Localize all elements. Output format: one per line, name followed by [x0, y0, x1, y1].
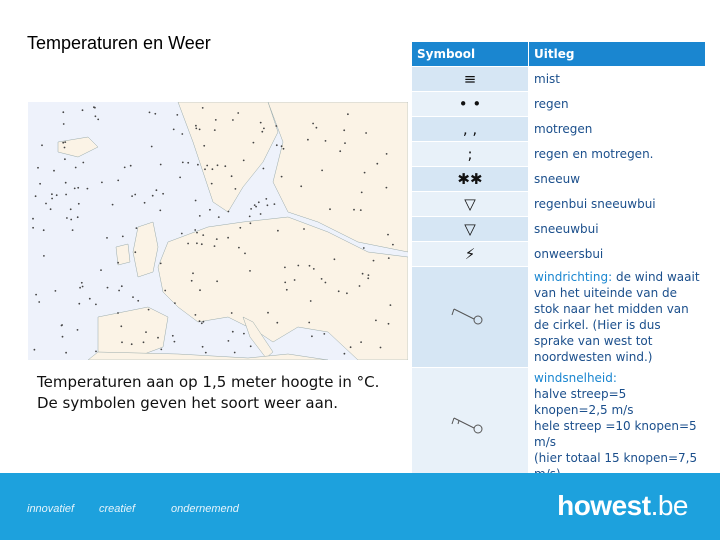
station-dot — [311, 335, 313, 337]
station-dot — [131, 195, 133, 197]
station-dot — [323, 333, 325, 335]
station-dot — [250, 345, 252, 347]
station-dot — [276, 322, 278, 324]
brand-domain: .be — [650, 490, 688, 521]
station-dot — [172, 335, 174, 337]
caption-line-1: Temperaturen aan op 1,5 meter hoogte in °C. — [37, 373, 380, 391]
station-dot — [217, 164, 219, 166]
station-dot — [176, 114, 178, 116]
station-dot — [32, 227, 34, 229]
station-dot — [338, 290, 340, 292]
station-dot — [174, 302, 176, 304]
legend-text-snow-shower: sneeuwbui — [529, 217, 706, 242]
station-dot — [95, 115, 97, 117]
station-dot — [122, 236, 124, 238]
wind-direction-label: windrichting: — [534, 270, 613, 284]
station-dot — [82, 162, 84, 164]
station-dot — [187, 243, 189, 245]
station-dot — [95, 304, 97, 306]
station-dot — [373, 260, 375, 262]
rain-snow-shower-icon: ▽ — [412, 192, 529, 217]
station-dot — [216, 280, 218, 282]
station-dot — [77, 329, 79, 331]
station-dot — [267, 204, 269, 206]
wind-speed-icon — [412, 368, 529, 485]
footer-tag-ondernemend: ondernemend — [171, 503, 239, 515]
station-dot — [62, 336, 64, 338]
thunderstorm-icon: ⚡ — [412, 242, 529, 267]
station-dot — [276, 144, 278, 146]
symbol-legend-table — [411, 41, 706, 485]
station-dot — [258, 201, 260, 203]
station-dot — [243, 160, 245, 162]
station-dot — [174, 341, 176, 343]
station-dot — [43, 255, 45, 257]
station-dot — [39, 183, 41, 185]
station-dot — [66, 217, 68, 219]
station-dot — [350, 346, 352, 348]
station-dot — [232, 119, 234, 121]
station-dot — [375, 320, 377, 322]
station-dot — [56, 194, 58, 196]
station-dot — [107, 287, 109, 289]
station-dot — [234, 352, 236, 354]
station-dot — [74, 188, 76, 190]
station-dot — [360, 341, 362, 343]
snow-icon: ✱✱ — [412, 167, 529, 192]
station-dot — [227, 237, 229, 239]
legend-text-snow: sneeuw — [529, 167, 706, 192]
station-dot — [78, 203, 80, 205]
legend-text-fog: mist — [529, 67, 706, 92]
station-dot — [195, 125, 197, 127]
rain-icon: • • — [412, 92, 529, 117]
caption-line-2: De symbolen geven het soort weer aan. — [37, 394, 339, 412]
station-dot — [51, 198, 53, 200]
station-dot — [250, 222, 252, 224]
station-dot — [197, 164, 199, 166]
station-dot — [179, 177, 181, 179]
howest-logo — [557, 490, 688, 522]
station-dot — [216, 238, 218, 240]
station-dot — [120, 325, 122, 327]
station-dot — [50, 208, 52, 210]
wind-direction-icon — [412, 267, 529, 368]
station-dot — [164, 290, 166, 292]
legend-text-rain-drizzle: regen en motregen. — [529, 142, 706, 167]
station-dot — [283, 148, 285, 150]
station-dot — [64, 147, 66, 149]
station-dot — [143, 341, 145, 343]
station-dot — [45, 203, 47, 205]
station-dot — [118, 290, 120, 292]
station-dot — [34, 349, 36, 351]
station-dot — [131, 343, 133, 345]
station-dot — [347, 113, 349, 115]
station-dot — [263, 168, 265, 170]
station-dot — [145, 331, 147, 333]
station-dot — [195, 200, 197, 202]
station-dot — [205, 352, 207, 354]
weather-map — [28, 102, 408, 360]
legend-text-drizzle: motregen — [529, 117, 706, 142]
station-dot — [38, 301, 40, 303]
legend-wind-direction — [529, 267, 706, 368]
station-dot — [70, 219, 72, 221]
station-dot — [386, 187, 388, 189]
station-dot — [243, 333, 245, 335]
station-dot — [334, 258, 336, 260]
station-dot — [281, 145, 283, 147]
station-dot — [224, 165, 226, 167]
station-dot — [202, 107, 204, 109]
station-dot — [232, 331, 234, 333]
station-dot — [310, 300, 312, 302]
station-dot — [151, 146, 153, 148]
station-dot — [61, 325, 63, 327]
station-dot — [106, 237, 108, 239]
station-dot — [64, 158, 66, 160]
station-dot — [263, 128, 265, 130]
station-dot — [244, 253, 246, 255]
station-dot — [364, 172, 366, 174]
station-dot — [202, 346, 204, 348]
station-dot — [387, 234, 389, 236]
station-dot — [361, 192, 363, 194]
station-dot — [195, 128, 197, 130]
station-dot — [300, 185, 302, 187]
station-dot — [136, 227, 138, 229]
header-symbol: Symbool — [412, 42, 529, 67]
station-dot — [181, 133, 183, 135]
station-dot — [376, 163, 378, 165]
station-dot — [77, 216, 79, 218]
station-dot — [101, 182, 103, 184]
brand-name: howest — [557, 490, 651, 521]
station-dot — [121, 341, 123, 343]
station-dot — [192, 272, 194, 274]
station-dot — [37, 167, 39, 169]
station-dot — [204, 168, 206, 170]
station-dot — [182, 162, 184, 164]
station-dot — [43, 229, 45, 231]
station-dot — [312, 123, 314, 125]
station-dot — [261, 131, 263, 133]
station-dot — [346, 292, 348, 294]
station-dot — [231, 312, 233, 314]
station-dot — [206, 165, 208, 167]
station-dot — [313, 268, 315, 270]
station-dot — [339, 150, 341, 152]
legend-wind-speed — [529, 368, 706, 485]
station-dot — [97, 119, 99, 121]
station-dot — [353, 209, 355, 211]
station-dot — [294, 279, 296, 281]
station-dot — [321, 278, 323, 280]
station-dot — [117, 180, 119, 182]
station-dot — [362, 273, 364, 275]
station-dot — [82, 109, 84, 111]
station-dot — [249, 270, 251, 272]
footer-bar — [0, 473, 720, 540]
station-dot — [359, 285, 361, 287]
station-dot — [63, 123, 65, 125]
station-dot — [65, 352, 67, 354]
station-dot — [367, 277, 369, 279]
station-dot — [121, 285, 123, 287]
station-dot — [152, 195, 154, 197]
station-dot — [181, 233, 183, 235]
legend-text-rain: regen — [529, 92, 706, 117]
station-dot — [130, 165, 132, 167]
station-dot — [286, 289, 288, 291]
station-dot — [214, 245, 216, 247]
station-dot — [363, 247, 365, 249]
station-dot — [218, 216, 220, 218]
slide-title: Temperaturen en Weer — [27, 33, 211, 53]
station-dot — [392, 244, 394, 246]
station-dot — [386, 153, 388, 155]
fog-icon: ≡ — [412, 67, 529, 92]
station-dot — [187, 162, 189, 164]
wind-speed-label: windsnelheid: — [534, 371, 617, 385]
station-dot — [196, 232, 198, 234]
wind-speed-line-3: (hier totaal 15 knopen=7,5 — [534, 451, 698, 465]
station-dot — [157, 337, 159, 339]
station-dot — [209, 209, 211, 211]
station-dot — [191, 280, 193, 282]
snow-shower-icon: ▽ — [412, 217, 529, 242]
station-dot — [228, 340, 230, 342]
station-dot — [124, 167, 126, 169]
station-dot — [360, 209, 362, 211]
station-dot — [284, 282, 286, 284]
station-dot — [250, 208, 252, 210]
station-dot — [215, 119, 217, 121]
station-dot — [260, 213, 262, 215]
station-dot — [32, 218, 34, 220]
wind-speed-line-1: halve streep=5 knopen=2,5 m/s — [534, 387, 634, 417]
station-dot — [274, 203, 276, 205]
station-dot — [253, 142, 255, 144]
drizzle-icon: , , — [412, 117, 529, 142]
station-dot — [368, 274, 370, 276]
station-dot — [267, 312, 269, 314]
station-dot — [201, 243, 203, 245]
station-dot — [388, 257, 390, 259]
station-dot — [231, 175, 233, 177]
station-dot — [325, 282, 327, 284]
station-dot — [144, 202, 146, 204]
station-dot — [95, 351, 97, 353]
wind-speed-line-2: hele streep =10 knopen=5 m/s — [534, 419, 697, 449]
station-dot — [160, 263, 162, 265]
station-dot — [159, 210, 161, 212]
station-dot — [309, 265, 311, 267]
station-dot — [195, 314, 197, 316]
station-dot — [265, 198, 267, 200]
station-dot — [82, 286, 84, 288]
station-dot — [77, 187, 79, 189]
station-dot — [53, 170, 55, 172]
station-dot — [202, 234, 204, 236]
station-dot — [388, 323, 390, 325]
station-dot — [308, 322, 310, 324]
station-dot — [62, 142, 64, 144]
station-dot — [134, 251, 136, 253]
rain-drizzle-icon: ; — [412, 142, 529, 167]
station-dot — [148, 309, 150, 311]
header-explanation: Uitleg — [529, 42, 706, 67]
station-dot — [380, 347, 382, 349]
station-dot — [321, 170, 323, 172]
station-dot — [211, 183, 213, 185]
station-dot — [199, 129, 201, 131]
station-dot — [94, 107, 96, 109]
station-dot — [112, 204, 114, 206]
station-dot — [81, 282, 83, 284]
station-dot — [365, 132, 367, 134]
station-dot — [89, 298, 91, 300]
station-dot — [325, 140, 327, 142]
station-dot — [238, 247, 240, 249]
station-dot — [117, 262, 119, 264]
station-dot — [62, 111, 64, 113]
footer-tag-creatief: creatief — [99, 503, 136, 515]
station-dot — [214, 129, 216, 131]
station-dot — [277, 230, 279, 232]
station-dot — [281, 176, 283, 178]
station-dot — [284, 267, 286, 269]
station-dot — [156, 189, 158, 191]
station-dot — [79, 287, 81, 289]
station-dot — [212, 168, 214, 170]
legend-text-thunderstorm: onweersbui — [529, 242, 706, 267]
station-dot — [70, 208, 72, 210]
station-dot — [35, 294, 37, 296]
station-dot — [343, 129, 345, 131]
station-dot — [154, 113, 156, 115]
station-dot — [307, 139, 309, 141]
station-dot — [344, 353, 346, 355]
station-dot — [235, 188, 237, 190]
station-dot — [75, 167, 77, 169]
station-dot — [55, 290, 57, 292]
station-dot — [201, 322, 203, 324]
station-dot — [254, 204, 256, 206]
station-dot — [137, 300, 139, 302]
station-dot — [260, 122, 262, 124]
station-dot — [51, 193, 53, 195]
station-dot — [390, 304, 392, 306]
station-dot — [196, 242, 198, 244]
station-dot — [237, 112, 239, 114]
station-dot — [199, 320, 201, 322]
station-dot — [162, 193, 164, 195]
station-dot — [41, 144, 43, 146]
station-dot — [35, 195, 37, 197]
station-dot — [100, 269, 102, 271]
station-dot — [239, 227, 241, 229]
station-dot — [65, 182, 67, 184]
station-dot — [249, 216, 251, 218]
station-dot — [316, 127, 318, 129]
station-dot — [173, 129, 175, 131]
map-caption — [37, 372, 379, 414]
station-dot — [160, 349, 162, 351]
station-dot — [228, 211, 230, 213]
wind-direction-text: de wind waait van het uiteinde van de stok naar het midden van de cirkel. (Hier is dus sprake van west tot noordwesten wind.) — [534, 270, 700, 364]
station-dot — [199, 289, 201, 291]
station-dot — [64, 141, 66, 143]
station-dot — [72, 229, 74, 231]
station-dot — [78, 303, 80, 305]
station-dot — [65, 194, 67, 196]
station-dot — [203, 321, 205, 323]
station-dot — [149, 112, 151, 114]
station-dot — [344, 142, 346, 144]
station-dot — [87, 188, 89, 190]
station-dot — [297, 265, 299, 267]
station-dot — [203, 145, 205, 147]
station-dot — [160, 164, 162, 166]
station-dot — [329, 208, 331, 210]
station-dot — [134, 194, 136, 196]
station-dot — [117, 312, 119, 314]
footer-tag-innovatief: innovatief — [27, 503, 75, 515]
station-dot — [303, 228, 305, 230]
legend-text-rain-snow-shower: regenbui sneeuwbui — [529, 192, 706, 217]
station-dot — [275, 125, 277, 127]
station-dot — [132, 296, 134, 298]
station-dot — [199, 215, 201, 217]
station-dot — [255, 206, 257, 208]
station-dot — [194, 229, 196, 231]
